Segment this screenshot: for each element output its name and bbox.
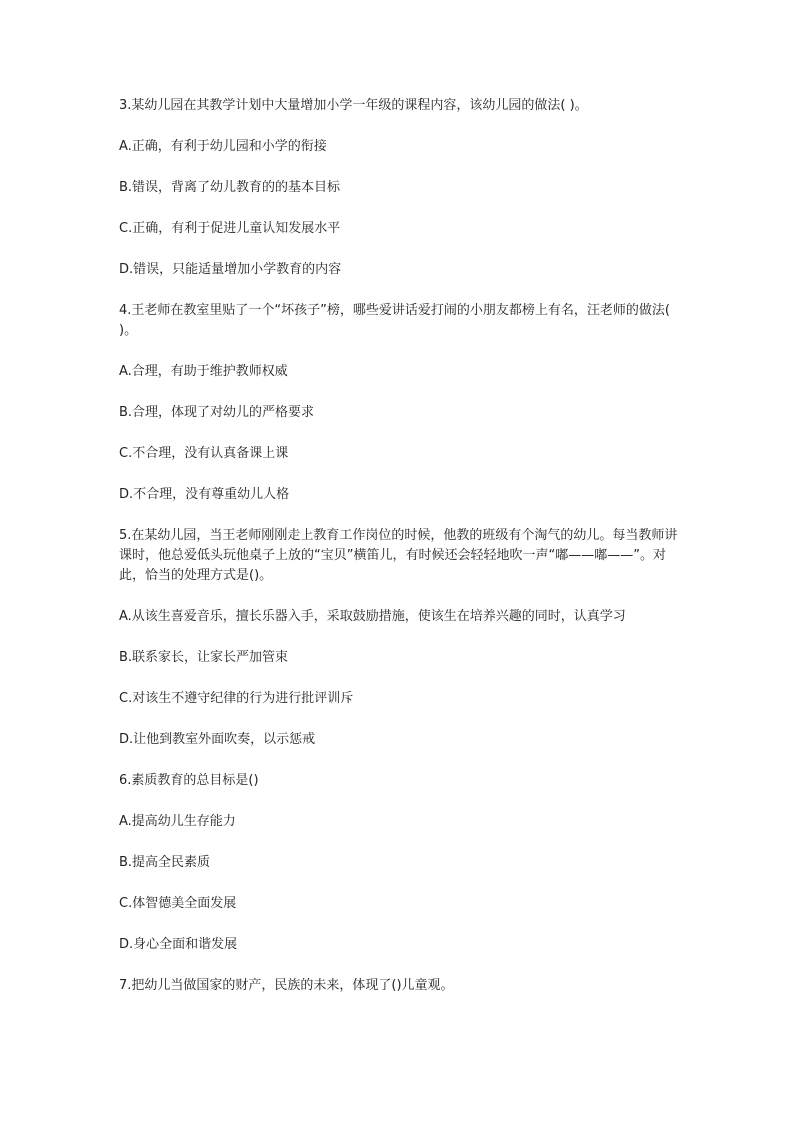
- question-6-option-a: A.提高幼儿生存能力: [119, 814, 236, 829]
- question-4: 4.王老师在教室里贴了一个“坏孩子”榜，哪些爱讲话爱打闹的小朋友都榜上有名，汪老师的做法( )。: [119, 303, 670, 338]
- question-5-option-a: A.从该生喜爱音乐，擅长乐器入手，采取鼓励措施，使该生在培养兴趣的同时，认真学习: [119, 609, 626, 624]
- question-6-option-c: C.体智德美全面发展: [119, 896, 237, 911]
- question-6: 6.素质教育的总目标是(): [119, 773, 259, 788]
- question-6-option-d: D.身心全面和谐发展: [119, 937, 238, 952]
- question-5: 5.在某幼儿园，当王老师刚刚走上教育工作岗位的时候，他教的班级有个淘气的幼儿。每当教师讲课时，他总爱低头玩他桌子上放的“宝贝”横笛儿，有时候还会轻轻地吹一声“嘟——嘟——”。对此，恰当的处理方式是()。: [119, 528, 678, 583]
- question-5-option-c: C.对该生不遵守纪律的行为进行批评训斥: [119, 691, 354, 706]
- question-3-option-c: C.正确，有利于促进儿童认知发展水平: [119, 221, 341, 236]
- question-3: 3.某幼儿园在其教学计划中大量增加小学一年级的课程内容，该幼儿园的做法( )。: [119, 98, 588, 113]
- question-5-option-b: B.联系家长，让家长严加管束: [119, 650, 289, 665]
- question-5-option-d: D.让他到教室外面吹奏，以示惩戒: [119, 732, 316, 747]
- question-4-option-b: B.合理，体现了对幼儿的严格要求: [119, 405, 315, 420]
- question-3-option-a: A.正确，有利于幼儿园和小学的衔接: [119, 139, 327, 154]
- question-4-option-c: C.不合理，没有认真备课上课: [119, 446, 289, 461]
- question-list: [119, 96, 679, 1017]
- question-6-option-b: B.提高全民素质: [119, 855, 211, 870]
- question-3-option-b: B.错误，背离了幼儿教育的的基本目标: [119, 180, 341, 195]
- question-4-option-d: D.不合理，没有尊重幼儿人格: [119, 487, 290, 502]
- question-7: 7.把幼儿当做国家的财产，民族的未来，体现了()儿童观。: [119, 978, 454, 993]
- question-3-option-d: D.错误，只能适量增加小学教育的内容: [119, 262, 342, 277]
- question-4-option-a: A.合理，有助于维护教师权威: [119, 364, 288, 379]
